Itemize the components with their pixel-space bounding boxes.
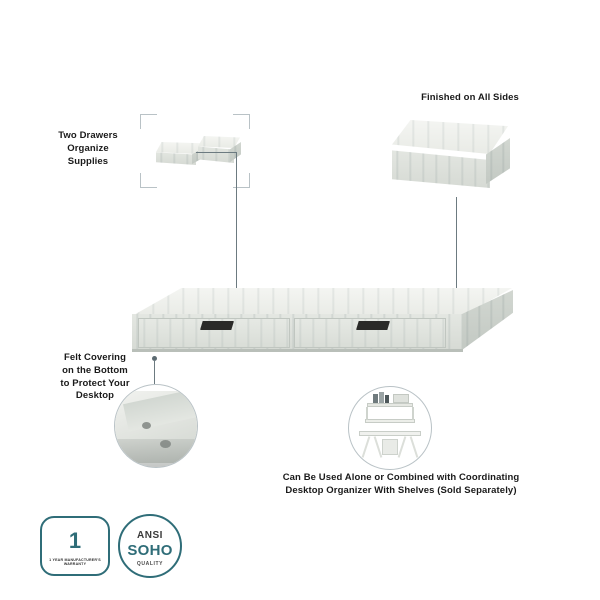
badge-ansi-line3: QUALITY: [136, 561, 164, 567]
badge-ansi-line1: ANSI: [137, 530, 163, 541]
badge-ansi-soho: [118, 514, 182, 578]
badge-ansi-line2: SOHO: [127, 542, 173, 559]
product-bottom-edge: [132, 349, 463, 352]
combined-chair: [382, 439, 398, 455]
leader-finished-all-sides: [456, 197, 457, 299]
leader-felt-v: [154, 360, 155, 384]
inset-two-drawers: [140, 114, 250, 188]
combined-desk-leg-x1: [362, 436, 371, 458]
inset-bracket-tl: [140, 114, 157, 129]
leader-two-drawers-h1: [196, 152, 236, 153]
badge-warranty: [40, 516, 110, 576]
inset-combined-setup: [348, 386, 432, 470]
felt-pad-1: [142, 422, 151, 429]
inset-felt-covering: [114, 384, 198, 468]
inset-bracket-tr: [233, 114, 250, 129]
callout-felt-covering-label: Felt Covering on the Bottom to Protect Your Desktop: [60, 352, 130, 402]
combined-book-2: [379, 392, 384, 403]
combined-leg-right: [412, 407, 414, 420]
combined-top-shelf: [367, 403, 413, 407]
combined-desk-leg-x4: [410, 436, 419, 458]
combined-book-3: [385, 395, 389, 403]
badge-warranty-sub: 1 YEAR MANUFACTURER'S WARRANTY: [49, 558, 101, 567]
drawer-carcass-right: [198, 136, 240, 166]
combined-leg-left: [366, 407, 368, 420]
callout-finished-all-sides-label: Finished on All Sides: [421, 92, 519, 103]
product-desktop-organizer: [132, 288, 512, 364]
drawer-open-left: [156, 142, 202, 166]
inset-top-face: [392, 120, 508, 154]
combined-desk-leg-x3: [398, 436, 407, 458]
drawer-left-pull: [200, 321, 234, 330]
callout-two-drawers-label: Two Drawers Organize Supplies: [58, 130, 118, 167]
combined-book-1: [373, 394, 378, 403]
drawer-right-pull: [356, 321, 390, 330]
callout-combined-label: Can Be Used Alone or Combined with Coordinating Desktop Organizer With Shelves (Sold Separately): [282, 472, 520, 496]
inset-front-face: [392, 148, 490, 188]
felt-shadow: [115, 439, 197, 468]
combined-box: [393, 394, 409, 403]
inset-finished-all-sides: [386, 112, 514, 197]
badge-warranty-number: 1: [68, 528, 82, 553]
leader-two-drawers-v: [236, 152, 237, 294]
product-top-surface: [132, 288, 512, 316]
inset-bracket-bl: [140, 173, 157, 188]
combined-mid-shelf: [365, 419, 415, 423]
